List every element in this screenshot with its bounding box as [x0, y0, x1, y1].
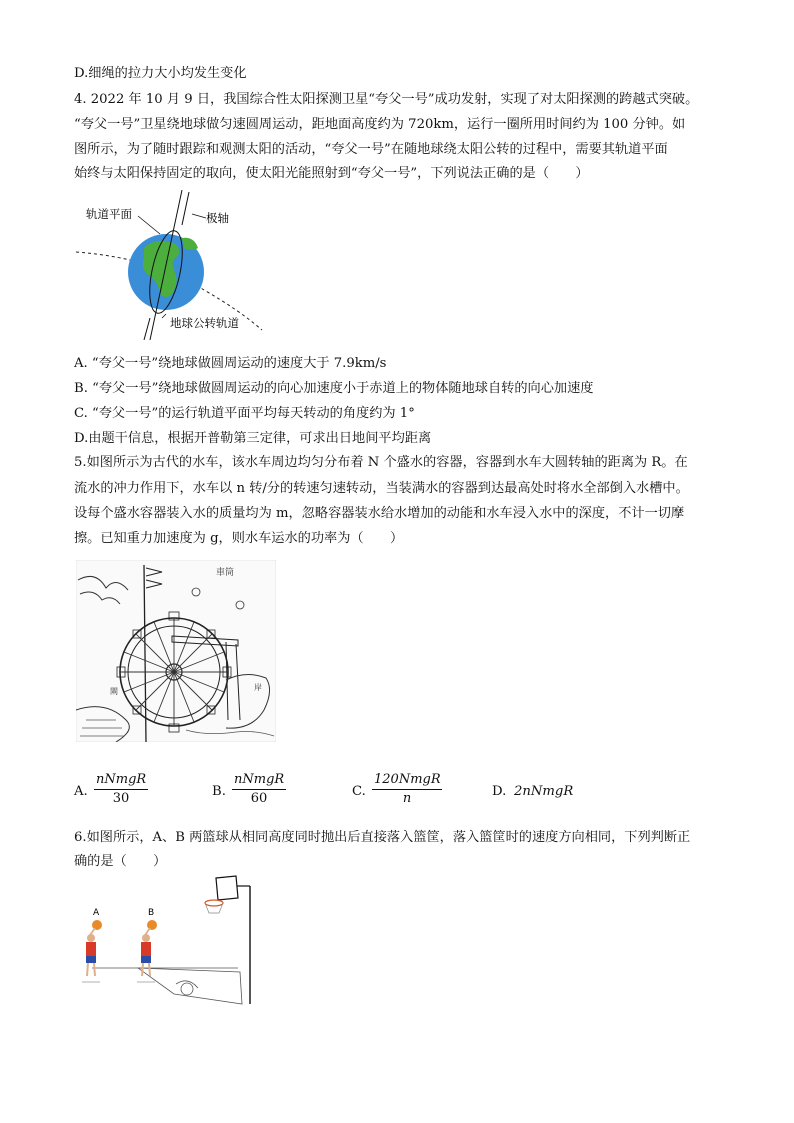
- label-orbit-plane: 轨道平面: [86, 207, 132, 221]
- q5-option-b-denominator: 60: [250, 791, 268, 806]
- q5-option-d-expr: 2nNmgR: [514, 784, 574, 799]
- wheel-caption-top: 車筒: [216, 568, 235, 578]
- q4-option-d: D.由题干信息，根据开普勒第三定律，可求出日地间平均距离: [74, 431, 432, 446]
- q5-option-c-denominator: n: [402, 791, 412, 806]
- q6-stem-line-1: 6.如图所示，A、B 两篮球从相同高度同时抛出后直接落入篮筐，落入篮筐时的速度方向相同，下列判断正: [74, 830, 691, 845]
- q5-option-a-denominator: 30: [112, 791, 130, 806]
- q3-option-d: D.细绳的拉力大小均发生变化: [74, 66, 247, 81]
- q5-option-a-fraction: [94, 771, 148, 808]
- q5-option-b-numerator: nNmgR: [232, 771, 286, 790]
- q5-option-c-numerator: 120NmgR: [372, 771, 442, 790]
- q4-stem-line-2: “夸父一号”卫星绕地球做匀速圆周运动，距地面高度约为 720km，运行一圈所用时间约为 100 分钟。如: [74, 117, 686, 132]
- q5-stem-line-4: 擦。已知重力加速度为 g，则水车运水的功率为（ ）: [74, 531, 404, 546]
- ball-b: [147, 920, 157, 930]
- label-player-b: B: [148, 908, 155, 918]
- hoop-net: [205, 903, 223, 913]
- label-earth-orbit: 地球公转轨道: [170, 316, 239, 330]
- earth-orbit-figure: [74, 190, 274, 340]
- q5-option-a-numerator: nNmgR: [94, 771, 148, 790]
- q5-option-c-fraction: [372, 771, 442, 808]
- label-polar-axis: 极轴: [206, 211, 229, 225]
- q4-stem-line-3: 图所示，为了随时跟踪和观测太阳的活动，“夸父一号”在随地球绕太阳公转的过程中，需要其轨道平面: [74, 142, 668, 157]
- q4-option-c: C. “夸父一号”的运行轨道平面平均每天转动的角度约为 1°: [74, 406, 415, 421]
- q5-option-b-fraction: [232, 771, 286, 808]
- label-player-a: A: [93, 908, 100, 918]
- q4-option-a: A. “夸父一号”绕地球做圆周运动的速度大于 7.9km/s: [74, 356, 387, 371]
- q5-stem-line-3: 设每个盛水容器装入水的质量均为 m，忽略容器装水给水增加的动能和水车浸入水中的深度，不计一切摩: [74, 506, 685, 521]
- q5-option-b-letter: B.: [212, 784, 226, 799]
- q5-stem-line-2: 流水的冲力作用下，水车以 n 转/分的转速匀速转动，当装满水的容器到达最高处时将水全部倒入水槽中。: [74, 481, 689, 496]
- wheel-right-mark: 岸: [254, 683, 262, 692]
- q5-option-d-letter: D.: [492, 784, 507, 799]
- player-a: [82, 928, 100, 982]
- basketball-figure: [76, 872, 266, 1012]
- q5-stem-line-1: 5.如图所示为古代的水车，该水车周边均匀分布着 N 个盛水的容器，容器到水车大圆转轴的距离为 R。在: [74, 455, 688, 470]
- free-throw-lane: [138, 968, 242, 1004]
- q4-stem-line-1: 4. 2022 年 10 月 9 日，我国综合性太阳探测卫星“夸父一号”成功发射，实现了对太阳探测的跨越式突破。: [74, 92, 699, 107]
- water-wheel-figure: [76, 560, 276, 742]
- q5-option-c-letter: C.: [352, 784, 366, 799]
- court-circle: [181, 983, 193, 995]
- q4-stem-line-4: 始终与太阳保持固定的取向，使太阳光能照射到“夸父一号”，下列说法正确的是（ ）: [74, 166, 589, 181]
- q4-option-b: B. “夸父一号”绕地球做圆周运动的向心加速度小于赤道上的物体随地球自转的向心加速度: [74, 381, 594, 396]
- hoop-rim: [205, 900, 223, 906]
- wheel-side-mark: 閘: [110, 687, 118, 696]
- q5-option-a-letter: A.: [74, 784, 88, 799]
- ball-a: [92, 920, 102, 930]
- backboard: [216, 876, 238, 900]
- q6-stem-line-2: 确的是（ ）: [74, 854, 167, 869]
- earth-land-small: [182, 238, 198, 250]
